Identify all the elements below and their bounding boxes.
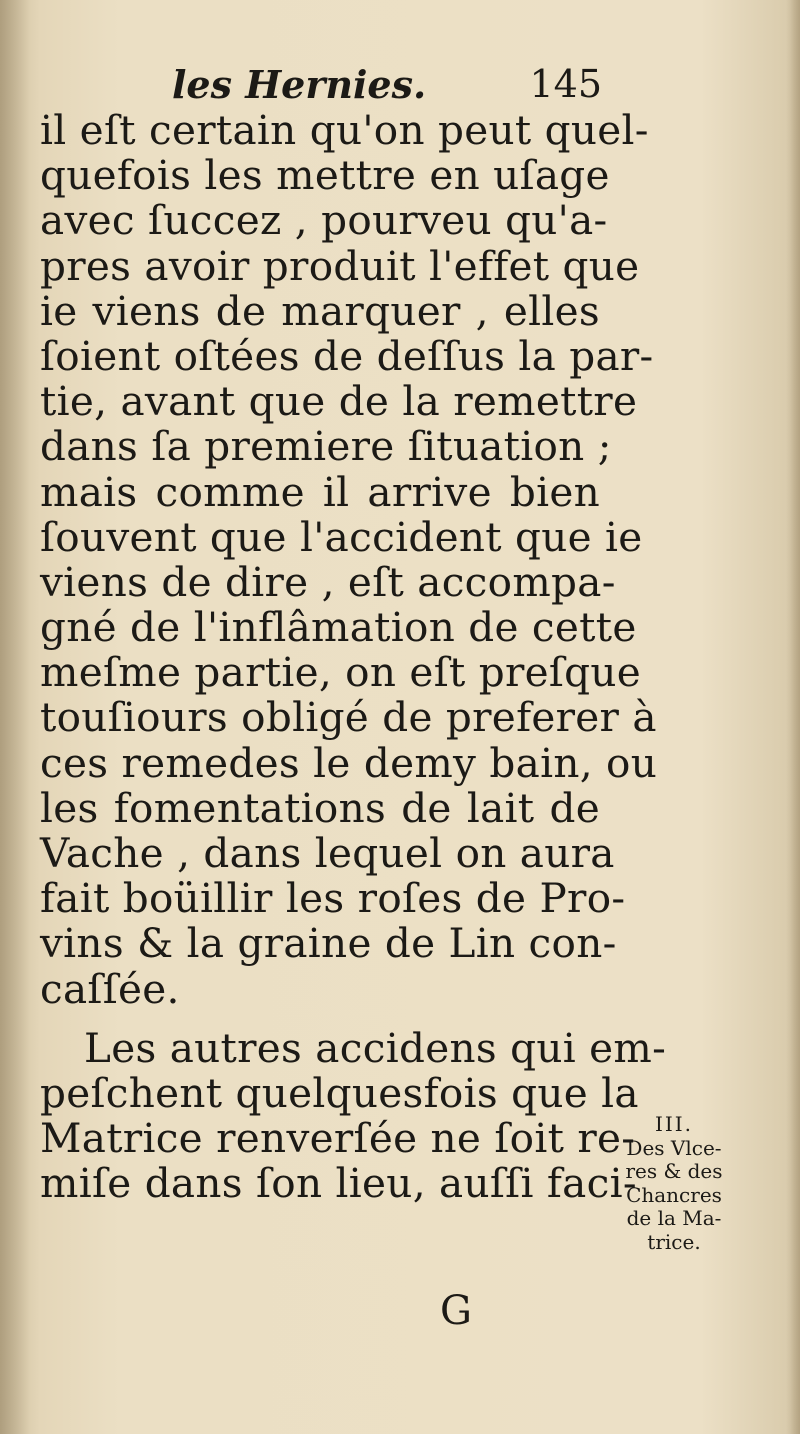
text-line: Les autres accidens qui em-: [84, 1023, 667, 1072]
page-edge: [786, 0, 800, 1434]
page-header: [172, 62, 602, 112]
text-line: avec ſuccez , pourveu qu'a-: [40, 196, 608, 245]
text-line: ces remedes le demy bain, ou: [40, 738, 658, 787]
margin-note-line: Des Vlce-: [626, 1135, 722, 1160]
text-line: ie viens de marquer , elles: [40, 286, 600, 335]
text-line: fait boüillir les roſes de Pro-: [40, 874, 626, 923]
margin-note-line: de la Ma-: [626, 1206, 722, 1230]
text-line: mais comme il arrive bien: [40, 467, 600, 516]
text-line: caſſée.: [40, 964, 180, 1013]
text-line: Vache , dans lequel on aura: [40, 829, 615, 877]
text-line: Matrice renverſée ne ſoit re-: [40, 1114, 636, 1163]
text-line: les fomentations de lait de: [40, 783, 600, 832]
margin-note: [608, 1113, 740, 1254]
text-line: meſme partie, on eſt preſque: [40, 648, 642, 697]
margin-note-line: Chancres: [626, 1182, 722, 1207]
margin-note-number: III.: [654, 1112, 694, 1136]
text-line: il eſt certain qu'on peut quel-: [40, 106, 649, 154]
text-line: peſchent quelquesfois que la: [40, 1068, 639, 1117]
text-line: ſouvent que l'accident que ie: [40, 512, 643, 561]
text-line: tie, avant que de la remettre: [40, 377, 638, 426]
running-title: les Hernies.: [172, 62, 427, 107]
body-text: [40, 106, 667, 1208]
text-line: gné de l'inflâmation de cette: [40, 603, 637, 652]
margin-note-line: res & des: [625, 1159, 723, 1183]
page-number: 145: [529, 62, 602, 106]
text-line: dans ſa premiere ſituation ;: [40, 422, 612, 471]
margin-note-line: trice.: [647, 1229, 701, 1254]
text-line: pres avoir produit l'effet que: [40, 241, 640, 290]
text-line: ſoient oſtées de deſſus la par-: [40, 331, 654, 380]
binding-shadow: [0, 0, 30, 1434]
signature-mark: G: [440, 1288, 472, 1334]
text-line: miſe dans ſon lieu, auſſi faci-: [40, 1159, 637, 1208]
text-line: viens de dire , eſt accompa-: [40, 557, 616, 606]
text-line: quefois les mettre en uſage: [40, 151, 610, 200]
text-line: vins & la graine de Lin con-: [40, 919, 617, 968]
text-line: touſiours obligé de preferer à: [40, 693, 657, 742]
